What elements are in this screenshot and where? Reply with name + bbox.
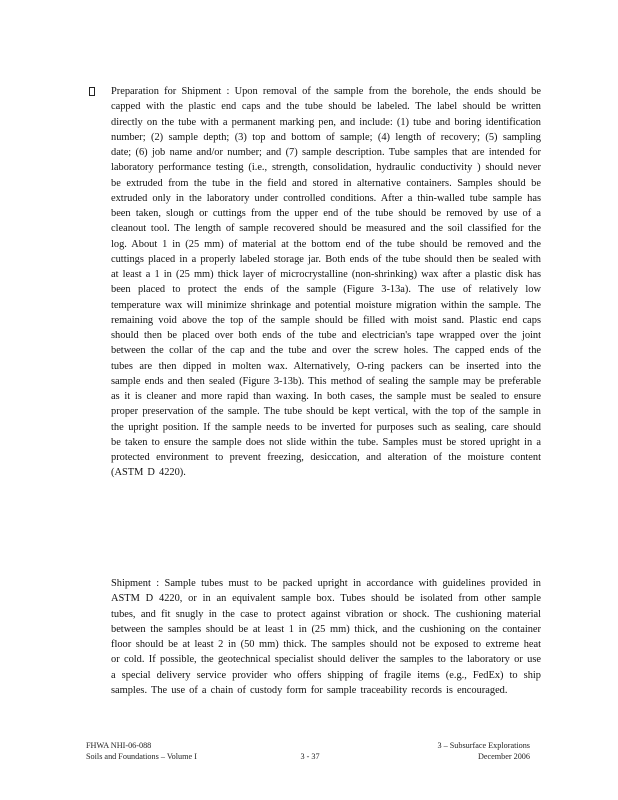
shipment-body: : Sample tubes must to be packed upright in accordance with guidelines provided in ASTM D 4220, or in an equivalent sample box. Tubes should be isolated from other sample tubes, and fit snugly in the case to protect against vibration or shock. The cushioning material between the samples should be at least 1 in (25 mm) thick, and the cushioning on the container floor should be at least 2 in (50 mm) thick. The samples should not be exposed to extreme heat or cold. If possible, the geotechnical specialist should deliver the samples to the laboratory or use a special delivery service provider who offers shipping of fragile items (e.g., FedEx) to ship samples. The use of a chain of custody form for sample traceability records is encouraged. [111, 578, 541, 696]
footer-volume: Soils and Foundations – Volume I [86, 752, 197, 761]
preparation-body: : Upon removal of the sample from the borehole, the ends should be capped with the plastic end caps and the tube should be labeled. The label should be written directly on the tube with a permanent marking pen, and include: (1) tube and boring identification number; (2) sample depth; (3) top and bottom of sample; (4) length of recovery; (5) sampling date; (6) job name and/or number; and (7) sample description. Tube samples that are intended for laboratory performance testing (i.e., strength, consolidation, hydraulic conductivity ) should never be extruded from the tube in the field and stored in alternative containers. Samples should be extruded only in the laboratory under controlled conditions. After a thin-walled tube sample has been taken, slough or cuttings from the upper end of the tube should be removed by use of a cleanout tool. The length of sample recovered should be measured and the soil classified for the log. About 1 in (25 mm) of material at the bottom end of the tube should be removed and the cuttings placed in a properly labeled storage jar. Both ends of the tube should then be sealed with at least a 1 in (25 mm) thick layer of microcrystalline (non-shrinking) wax after a plastic disk has been placed to protect the ends of the sample (Figure 3-13a). The use of relatively low temperature wax will minimize shrinkage and potential moisture migration within the sample. The remaining void above the top of the sample should be filled with moist sand. Plastic end caps should then be placed over both ends of the tube and electrician's tape wrapped over the joint between the collar of the cap and the tube and over the screw holes. The capped ends of the tubes are then dipped in molten wax. Alternatively, O-ring packers can be inserted into the sample ends and then sealed (Figure 3-13b). This method of sealing the sample may be preferable as it is cleaner and more rapid than waxing. In both cases, the sample must be sealed to ensure proper preservation of the sample. The tube should be kept vertical, with the top of the sample in the upright position. If the sample needs to be inverted for purposes such as sealing, care should be taken to ensure the sample does not slide within the tube. Samples must be stored upright in a protected environment to prevent freezing, desiccation, and alteration of the moisture content (ASTM D 4220). [111, 86, 541, 479]
preparation-paragraph [111, 84, 541, 481]
preparation-heading: Preparation for Shipment [111, 86, 222, 97]
footer-right [420, 740, 530, 762]
footer-left [86, 740, 266, 762]
footer-document-id: FHWA NHI-06-088 [86, 741, 152, 750]
footer-page-number: 3 - 37 [300, 752, 320, 761]
shipment-paragraph [111, 576, 541, 698]
bullet-icon [89, 87, 95, 96]
footer-chapter: 3 – Subsurface Explorations [437, 741, 530, 750]
shipment-heading: Shipment [111, 578, 151, 589]
footer-date: December 2006 [477, 752, 530, 761]
